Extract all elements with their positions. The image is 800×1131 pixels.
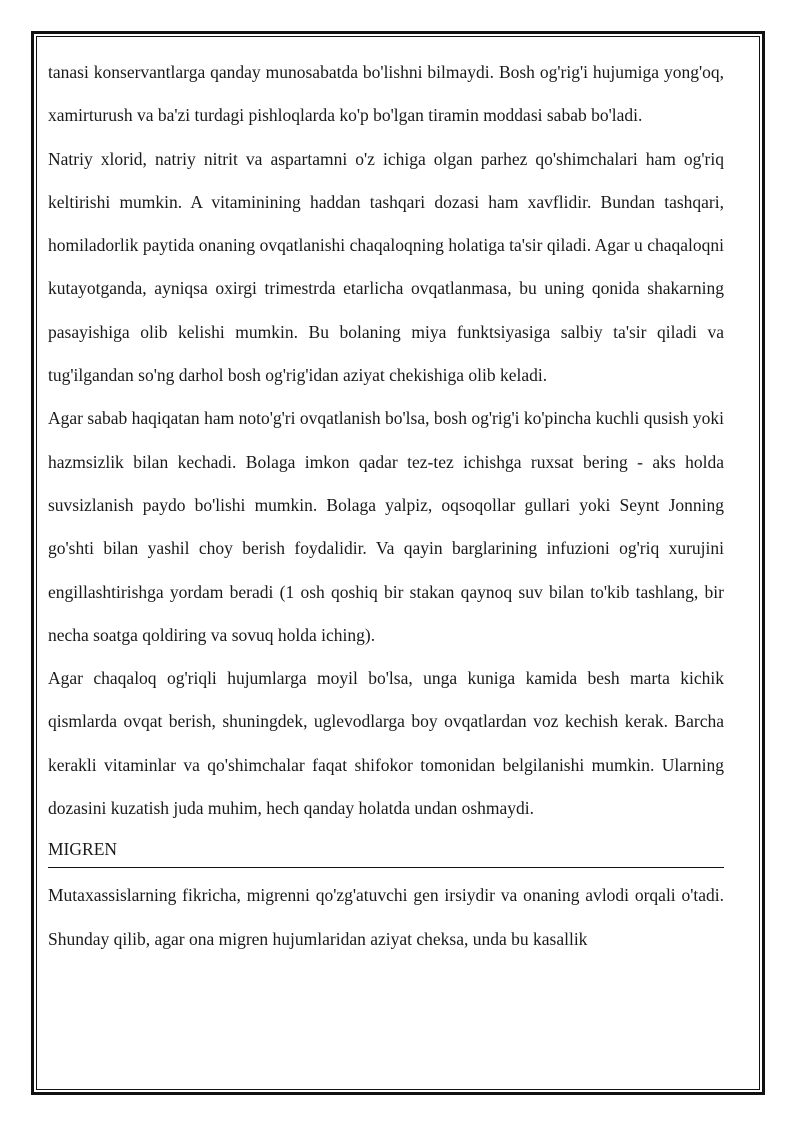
paragraph: Agar sabab haqiqatan ham noto'g'ri ovqatlanish bo'lsa, bosh og'rig'i ko'pincha kuchli qusish yoki hazmsizlik bilan kechadi. Bolaga imkon qadar tez-tez ichishga ruxsat bering - aks holda suvsizlanish paydo bo'lishi mumkin. Bolaga yalpiz, oqsoqollar gullari yoki Seynt Jonning go'shti bilan yashil choy berish foydalidir. Va qayin barglarining infuzioni og'riq xurujini engillashtirishga yordam beradi (1 osh qoshiq bir stakan qaynoq suv bilan to'kib tashlang, bir necha soatga qoldiring va sovuq holda iching). [48,408,724,645]
document-body [48,51,724,961]
paragraph: Natriy xlorid, natriy nitrit va aspartamni o'z ichiga olgan parhez qo'shimchalari ham og'riq keltirishi mumkin. A vitaminining haddan tashqari dozasi ham xavflidir. Bundan tashqari, homiladorlik paytida onaning ovqatlanishi chaqaloqning holatiga ta'sir qiladi. Agar u chaqaloqni kutayotganda, ayniqsa oxirgi trimestrda etarlicha ovqatlanmasa, bu uning qonida shakarning pasayishiga olib kelishi mumkin. Bu bolaning miya funktsiyasiga salbiy ta'sir qiladi va tug'ilgandan so'ng darhol bosh og'rig'idan aziyat chekishiga olib keladi. [48,148,724,386]
section-heading: MIGREN [48,830,724,868]
paragraph: Agar chaqaloq og'riqli hujumlarga moyil bo'lsa, unga kuniga kamida besh marta kichik qismlarda ovqat berish, shuningdek, uglevodlarga boy ovqatlardan voz kechish kerak. Barcha kerakli vitaminlar va qo'shimchalar faqat shifokor tomonidan belgilanishi mumkin. Ularning dozasini kuzatish juda muhim, hech qanday holatda undan oshmaydi. [48,668,724,819]
paragraph: tanasi konservantlarga qanday munosabatda bo'lishni bilmaydi. Bosh og'rig'i hujumiga yong'oq, xamirturush va ba'zi turdagi pishloqlarda ko'p bo'lgan tiramin moddasi sabab bo'ladi. [48,62,724,126]
paragraph: Mutaxassislarning fikricha, migrenni qo'zg'atuvchi gen irsiydir va onaning avlodi orqali o'tadi. Shunday qilib, agar ona migren hujumlaridan aziyat cheksa, unda bu kasallik [48,885,724,949]
